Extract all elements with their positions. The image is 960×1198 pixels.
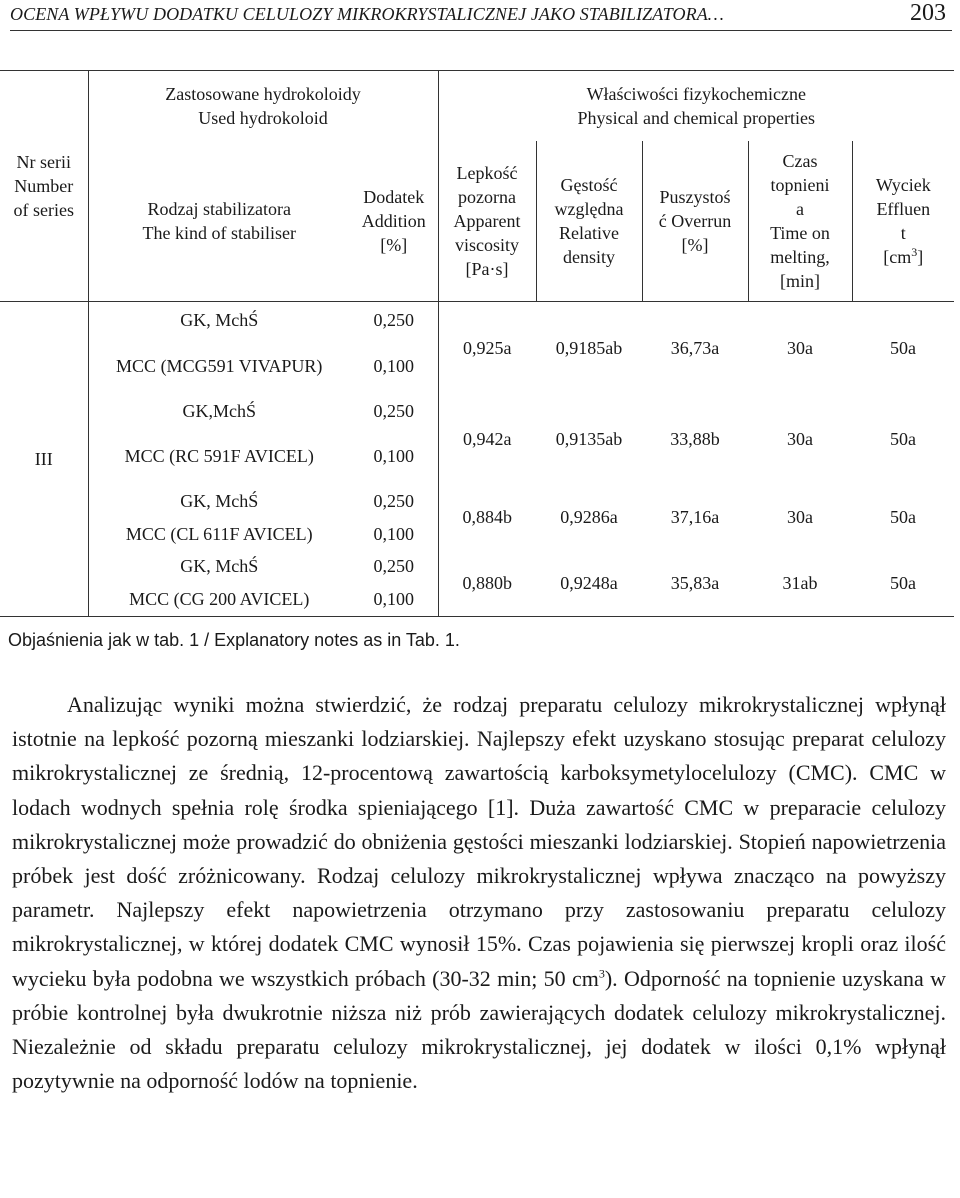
addition-cell: 0,250 <box>350 394 438 428</box>
table-note: Objaśnienia jak w tab. 1 / Explanatory notes as in Tab. 1. <box>8 630 460 650</box>
overrun-cell: 36,73a <box>670 338 720 358</box>
table-row <box>0 302 954 339</box>
addition-cell: 0,250 <box>350 302 438 339</box>
table-row <box>0 550 954 582</box>
density-header: Gęstość względna Relative density <box>536 141 642 302</box>
stabiliser-cell: MCC (CG 200 AVICEL) <box>88 582 350 617</box>
melting-cell: 31ab <box>748 550 852 617</box>
effluent-cell: 50a <box>890 429 917 449</box>
stabiliser-cell: MCC (MCG591 VIVAPUR) <box>116 356 323 376</box>
addition-cell: 0,100 <box>350 518 438 550</box>
addition-cell: 0,100 <box>350 428 438 484</box>
header-row-1 <box>0 71 954 142</box>
density-cell: 0,9185ab <box>555 338 623 358</box>
addition-cell: 0,100 <box>350 582 438 617</box>
body-paragraph: Analizując wyniki można stwierdzić, że rodzaj preparatu celulozy mikrokrystalicznej wpłynął istotnie na lepkość pozorną mieszanki lodziarskiej. Najlepszy efekt uzyskano stosując preparat celulozy mikrokrystalicznej ze średnią, 12-procentową zawartością karboksymetylocelulozy (CMC). CMC w lodach wodnych spełnia rolę środka spieniającego [1]. Duża zawartość CMC w preparacie celulozy mikrokrystalicznej może prowadzić do obniżenia gęstości mieszanki lodziarskiej. Stopień napowietrzenia próbek jest dość zróżnicowany. Rodzaj celulozy mikrokrystalicznej wpływa znacząco na powyższy parametr. Najlepszy efekt napowietrzenia otrzymano przy zastosowaniu preparatu celulozy mikrokrystalicznej, w której dodatek CMC wynosił 15%. Czas pojawienia się pierwszej kropli oraz ilość wycieku była podobna we wszystkich próbach (30-32 min; 50 $cm^3$). Odporność na topnienie uzyskana w próbie kontrolnej była dwukrotnie niższa niż prób zawierających dodatek celulozy mikrokrystalicznej. Niezależnie od składu preparatu celulozy mikrokrystalicznej, jej dodatek w ilości 0,1% wpłynął pozytywnie na odporność lodów na topnienie. <box>12 692 946 1094</box>
effluent-header: Wyciek Effluen t $[cm^3]$ <box>852 141 954 302</box>
effluent-cell: 50a <box>890 507 917 527</box>
viscosity-cell: 0,942a <box>463 429 512 449</box>
kind-header: Rodzaj stabilizatora The kind of stabiliser <box>88 141 350 302</box>
addition-cell: 0,250 <box>350 550 438 582</box>
stabiliser-cell: GK, MchŚ <box>180 491 259 511</box>
series-header: Nr serii Number of series <box>0 71 88 302</box>
stabiliser-cell: MCC (RC 591F AVICEL) <box>124 446 314 466</box>
viscosity-cell: 0,925a <box>463 338 512 358</box>
addition-cell: 0,250 <box>350 484 438 518</box>
header-row-2 <box>0 141 954 302</box>
table-row <box>0 394 954 428</box>
melting-cell: 30a <box>787 429 813 449</box>
density-cell: 0,9286a <box>560 507 618 527</box>
overrun-header: Puszystoś ć Overrun [%] <box>642 141 748 302</box>
stabiliser-cell: GK, MchŚ <box>180 310 259 330</box>
density-cell: 0,9135ab <box>555 429 623 449</box>
viscosity-cell: 0,880b <box>438 550 536 617</box>
melting-cell: 30a <box>787 507 813 527</box>
page-number: 203 <box>910 0 946 26</box>
addition-header: Dodatek Addition [%] <box>350 141 438 302</box>
viscosity-header: Lepkość pozorna Apparent viscosity [Pa·s] <box>438 141 536 302</box>
melting-header: Czas topnieni a Time on melting, [min] <box>748 141 852 302</box>
running-header <box>10 0 952 31</box>
melting-cell: 30a <box>787 338 813 358</box>
density-cell: 0,9248a <box>536 550 642 617</box>
stabiliser-cell: GK, MchŚ <box>180 556 259 576</box>
properties-table <box>0 70 954 617</box>
series-cell: III <box>0 302 88 617</box>
stabiliser-cell: MCC (CL 611F AVICEL) <box>125 524 313 544</box>
hydrocolloid-group-header: Zastosowane hydrokoloidy Used hydrokoloid <box>88 71 438 142</box>
viscosity-cell: 0,884b <box>462 507 512 527</box>
overrun-cell: 35,83a <box>642 550 748 617</box>
overrun-cell: 33,88b <box>670 429 720 449</box>
stabiliser-cell: GK,MchŚ <box>182 401 256 421</box>
running-title: OCENA WPŁYWU DODATKU CELULOZY MIKROKRYSTALICZNEJ JAKO STABILIZATORA… <box>10 4 724 24</box>
properties-group-header: Właściwości fizykochemiczne Physical and chemical properties <box>438 71 954 142</box>
effluent-cell: 50a <box>852 550 954 617</box>
overrun-cell: 37,16a <box>670 507 720 527</box>
addition-cell: 0,100 <box>350 338 438 394</box>
effluent-cell: 50a <box>890 338 917 358</box>
table-row <box>0 484 954 518</box>
